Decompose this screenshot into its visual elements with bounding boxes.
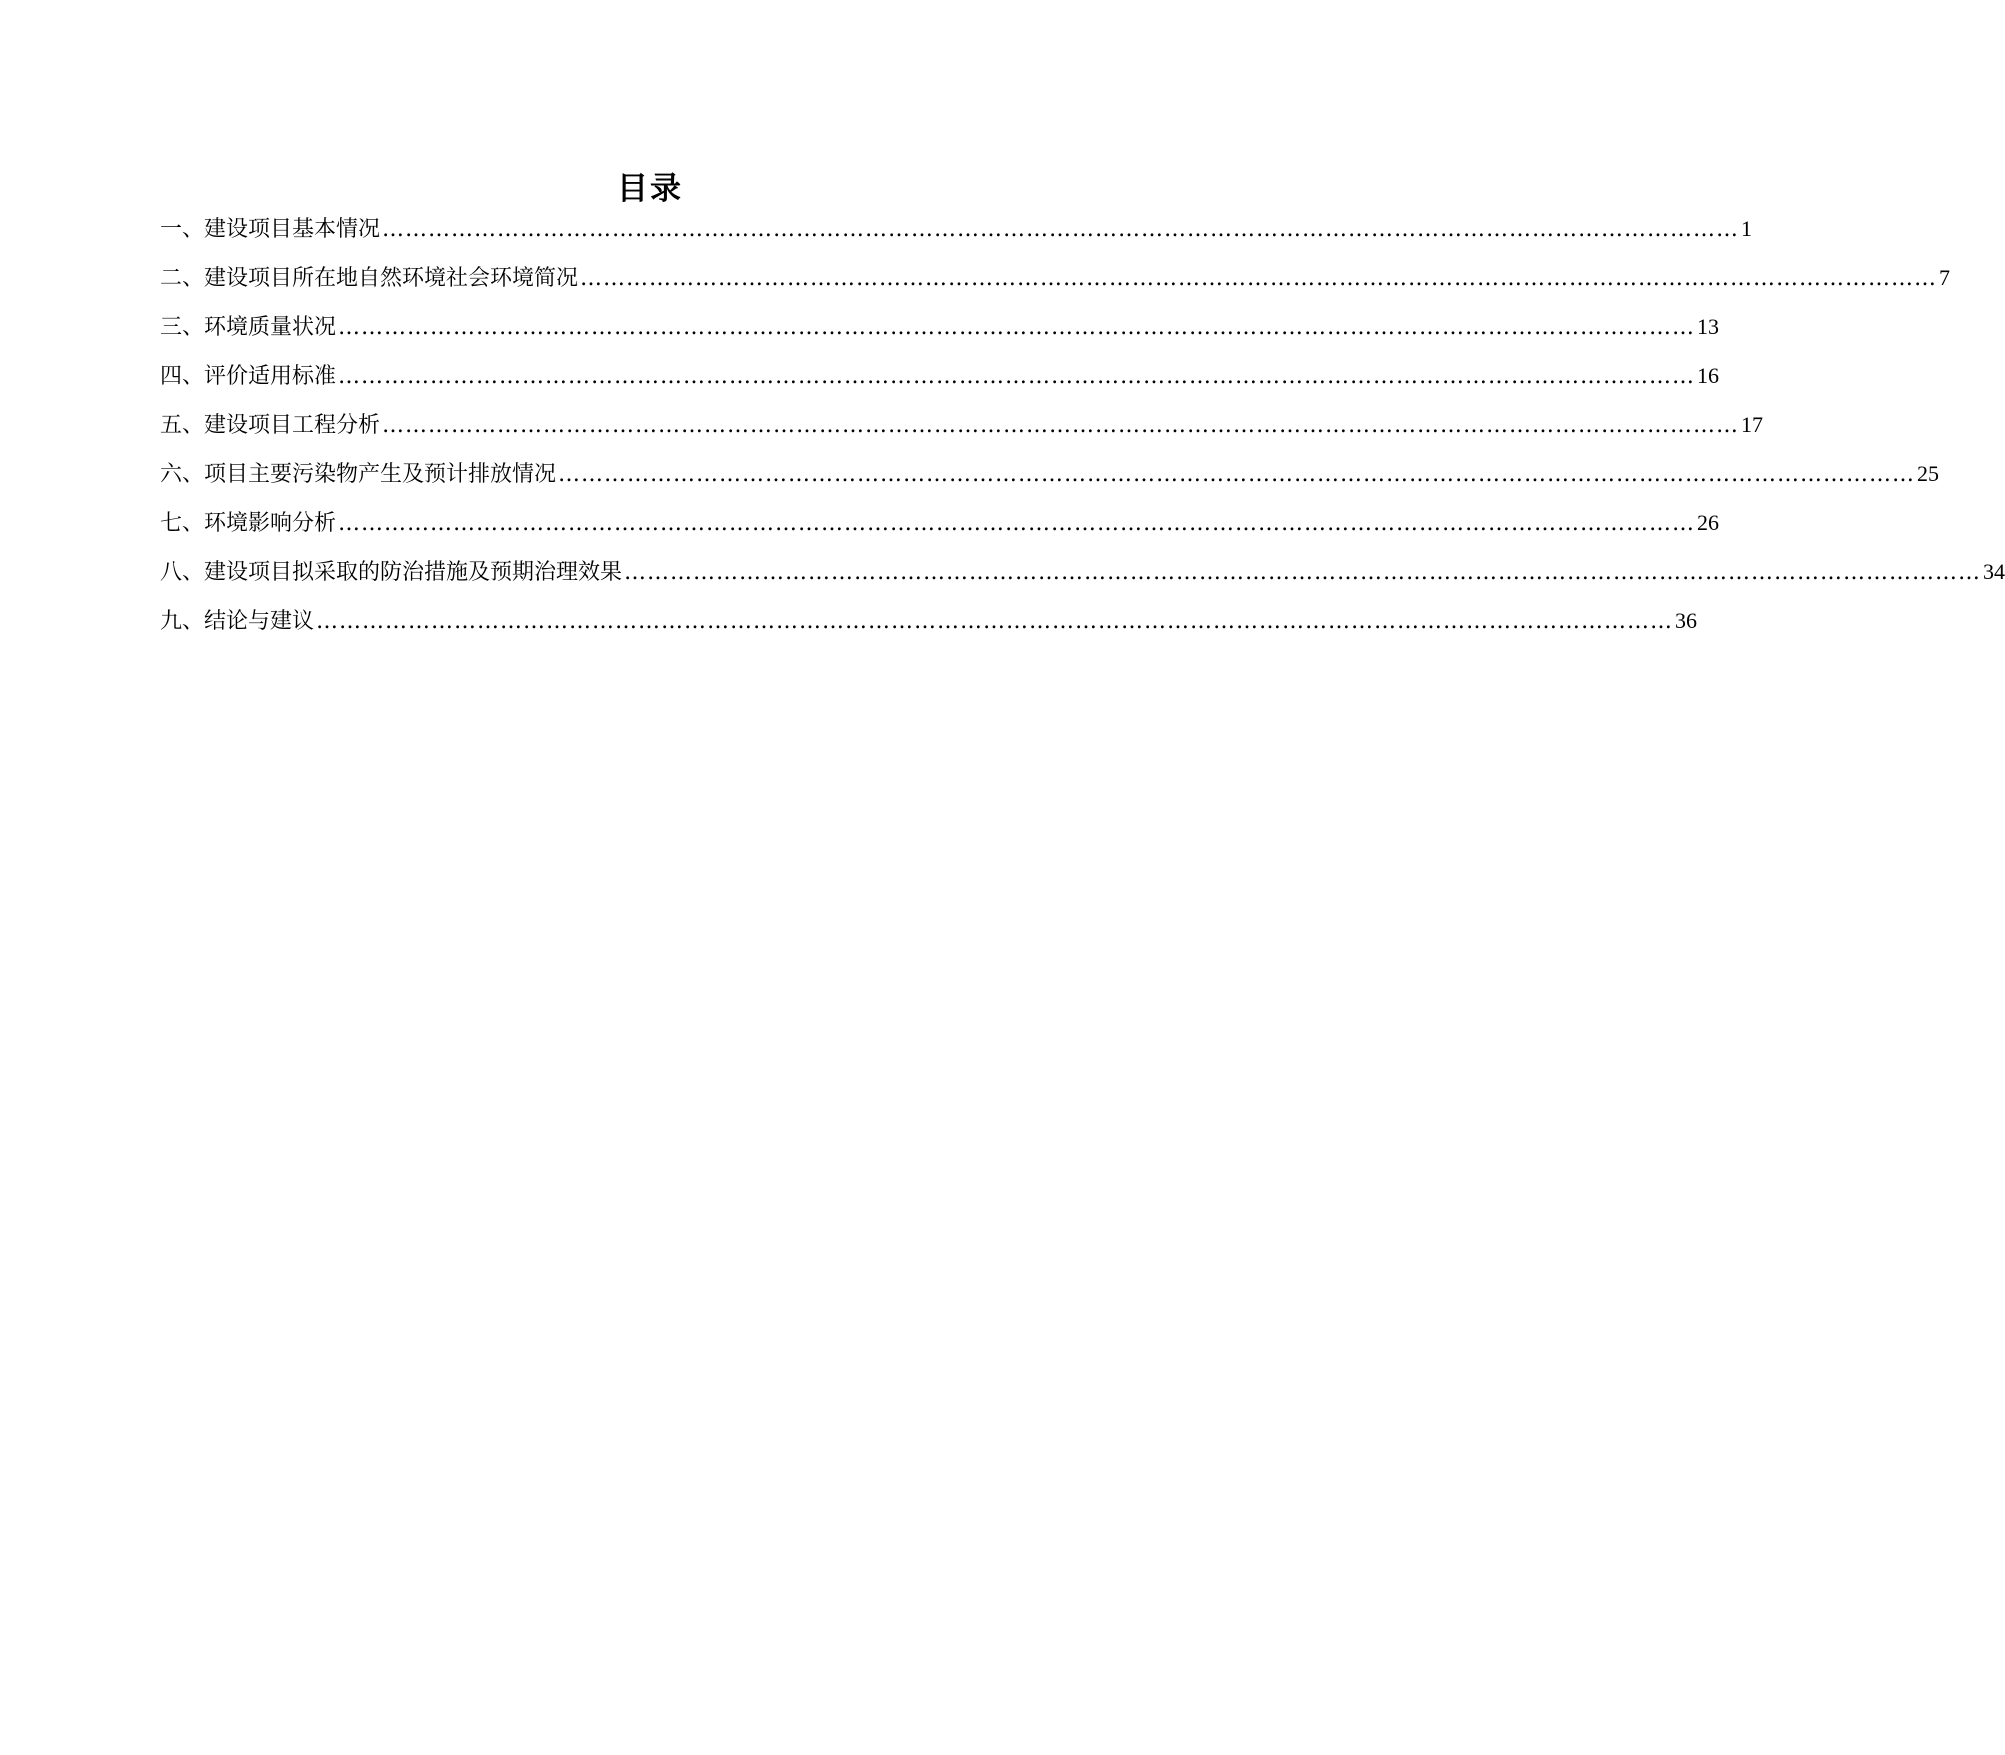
toc-entry-number: 二、 (160, 266, 205, 291)
toc-entry-label: 项目主要污染物产生及预计排放情况 (204, 462, 557, 487)
toc-entry[interactable] (160, 508, 1720, 557)
toc-entry-label: 建设项目所在地自然环境社会环境简况 (204, 266, 579, 291)
toc-dot-leader: …………………………………………………………………………………………………………………………………………………………… (338, 315, 1696, 340)
toc-dot-leader: …………………………………………………………………………………………………………………………………………………………… (558, 462, 1916, 487)
toc-entry-number: 七、 (160, 511, 205, 536)
toc-entry-page: 13 (1697, 314, 1720, 339)
toc-entry-label: 环境质量状况 (204, 315, 337, 340)
toc-entry-label: 结论与建议 (204, 609, 315, 634)
toc-entry[interactable] (160, 263, 1951, 312)
toc-entry-page: 36 (1675, 608, 1698, 633)
toc-entry-page: 25 (1917, 461, 1940, 486)
toc-entry[interactable] (160, 214, 1753, 263)
toc-entry[interactable] (160, 410, 1764, 459)
toc-entry-label: 评价适用标准 (204, 364, 337, 389)
toc-entry-label: 建设项目工程分析 (204, 413, 381, 438)
toc-entry-page: 26 (1697, 510, 1720, 535)
toc-entry-number: 五、 (160, 413, 205, 438)
toc-entry-number: 八、 (160, 560, 205, 585)
toc-entry[interactable] (160, 361, 1720, 410)
table-of-contents (160, 214, 2005, 655)
toc-entry-label: 建设项目拟采取的防治措施及预期治理效果 (204, 560, 623, 585)
toc-entry-page: 16 (1697, 363, 1720, 388)
toc-entry[interactable] (160, 606, 1698, 655)
toc-entry-page: 17 (1741, 412, 1764, 437)
toc-entry-page: 1 (1741, 216, 1753, 241)
toc-dot-leader: …………………………………………………………………………………………………………………………………………………………… (316, 609, 1674, 634)
toc-entry[interactable] (160, 459, 1940, 508)
toc-dot-leader: …………………………………………………………………………………………………………………………………………………………… (382, 413, 1740, 438)
toc-entry-label: 环境影响分析 (204, 511, 337, 536)
toc-entry-number: 四、 (160, 364, 205, 389)
toc-entry-page: 7 (1939, 265, 1951, 290)
toc-dot-leader: …………………………………………………………………………………………………………………………………………………………… (382, 217, 1740, 242)
toc-dot-leader: …………………………………………………………………………………………………………………………………………………………… (624, 560, 1982, 585)
toc-entry-number: 六、 (160, 462, 205, 487)
toc-entry-label: 建设项目基本情况 (204, 217, 381, 242)
toc-entry[interactable] (160, 557, 2005, 606)
toc-dot-leader: …………………………………………………………………………………………………………………………………………………………… (338, 511, 1696, 536)
toc-dot-leader: …………………………………………………………………………………………………………………………………………………………… (580, 266, 1938, 291)
toc-title: 目录 (617, 170, 683, 207)
toc-entry-number: 一、 (160, 217, 205, 242)
toc-dot-leader: …………………………………………………………………………………………………………………………………………………………… (338, 364, 1696, 389)
toc-entry[interactable] (160, 312, 1720, 361)
toc-entry-number: 九、 (160, 609, 205, 634)
toc-entry-number: 三、 (160, 315, 205, 340)
toc-entry-page: 34 (1983, 559, 2005, 584)
